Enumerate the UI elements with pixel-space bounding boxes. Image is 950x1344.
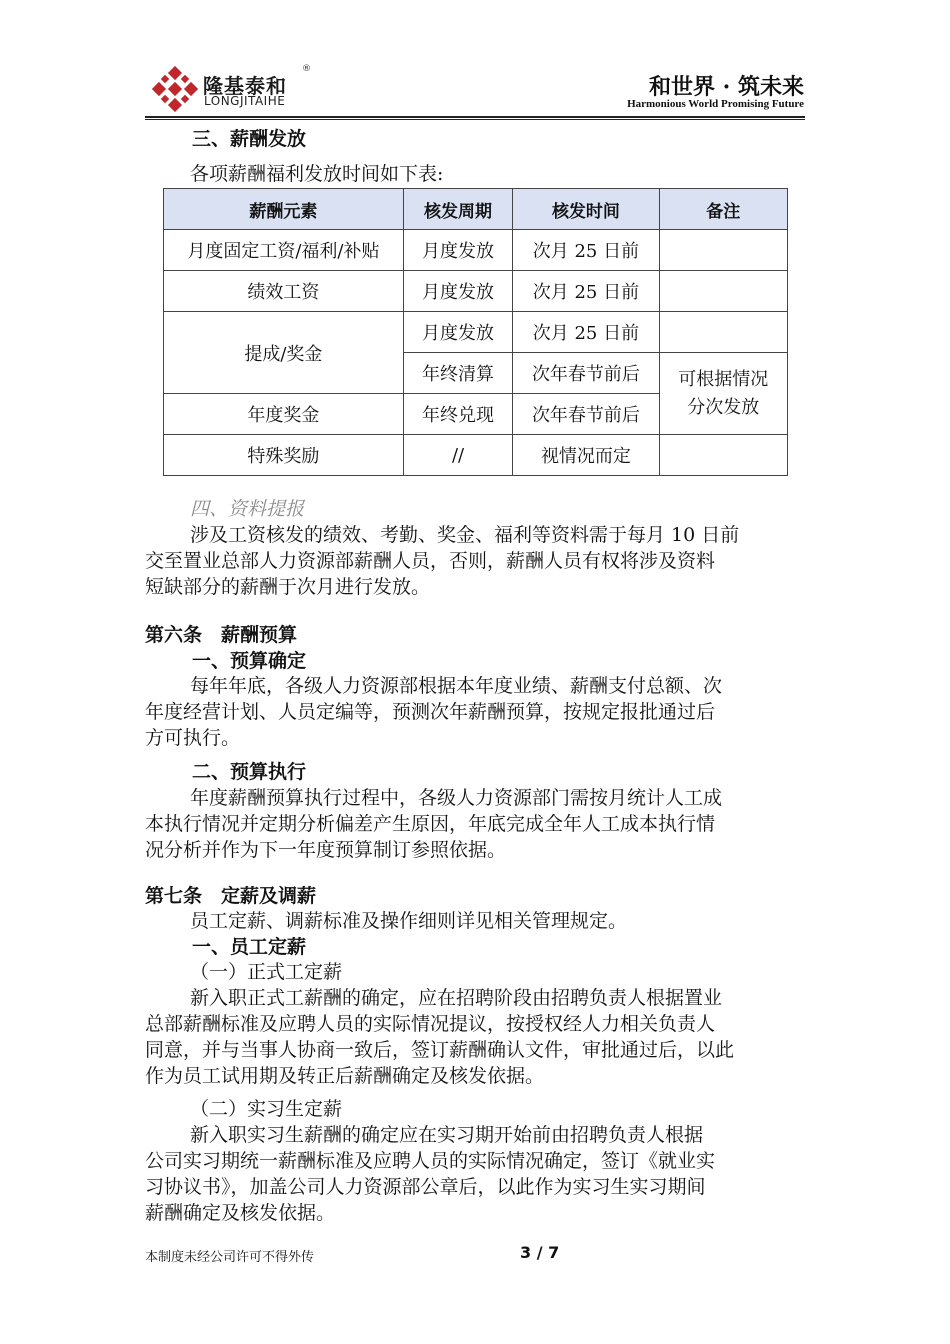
section-intro: 各项薪酬福利发放时间如下表: <box>190 163 444 185</box>
article-title: 第六条 薪酬预算 <box>145 624 298 646</box>
paragraph-line: 公司实习期统一薪酬标准及应聘人员的实际情况确定，签订《就业实 <box>145 1150 716 1172</box>
table-cell: 年终兑现 <box>403 394 512 435</box>
paragraph-line: 员工定薪、调薪标准及操作细则详见相关管理规定。 <box>190 910 628 932</box>
table-note-cell <box>659 353 787 435</box>
note-line: 分次发放 <box>687 396 760 418</box>
table-cell: 次年春节前后 <box>513 394 659 435</box>
paragraph-line: 新入职实习生薪酬的确定应在实习期开始前由招聘负责人根据 <box>190 1124 704 1146</box>
paragraph-line: 习协议书》，加盖公司人力资源部公章后，以此作为实习生实习期间 <box>145 1176 706 1198</box>
table-cell: 次月 25 日前 <box>513 271 659 312</box>
header-divider <box>145 116 805 118</box>
table-header-row <box>164 189 788 230</box>
sub-heading: 一、预算确定 <box>192 650 307 672</box>
paragraph-line: 涉及工资核发的绩效、考勤、奖金、福利等资料需于每月 10 日前 <box>190 524 740 546</box>
paragraph-line: 新入职正式工薪酬的确定，应在招聘阶段由招聘负责人根据置业 <box>190 987 723 1009</box>
table-header-cell: 核发时间 <box>513 189 659 230</box>
table-cell: // <box>403 435 512 476</box>
table-cell: 月度发放 <box>403 271 512 312</box>
item-heading: （一）正式工定薪 <box>190 961 343 983</box>
paragraph-line: 年度经营计划、人员定编等，预测次年薪酬预算，按规定报批通过后 <box>145 701 716 723</box>
table-row <box>164 271 788 312</box>
table-header-cell: 备注 <box>659 189 787 230</box>
paragraph-line: 总部薪酬标准及应聘人员的实际情况提议，按授权经人力相关负责人 <box>145 1013 716 1035</box>
table-header-cell: 薪酬元素 <box>164 189 404 230</box>
table-cell: 提成/奖金 <box>164 312 404 394</box>
table-cell: 次月 25 日前 <box>513 230 659 271</box>
paragraph-line: 方可执行。 <box>145 727 241 749</box>
article-title: 第七条 定薪及调薪 <box>145 885 317 907</box>
table-cell: 视情况而定 <box>513 435 659 476</box>
paragraph-line: 交至置业总部人力资源部薪酬人员，否则，薪酬人员有权将涉及资料 <box>145 550 716 572</box>
paragraph-line: 短缺部分的薪酬于次月进行发放。 <box>145 576 431 598</box>
table-cell <box>659 230 787 271</box>
table-cell: 年度奖金 <box>164 394 404 435</box>
table-cell: 特殊奖励 <box>164 435 404 476</box>
sub-heading: 二、预算执行 <box>192 761 307 783</box>
paragraph-line: 况分析并作为下一年度预算制订参照依据。 <box>145 839 507 861</box>
paragraph-line: 本执行情况并定期分析偏差产生原因，年底完成全年人工成本执行情 <box>145 813 716 835</box>
table-cell: 绩效工资 <box>164 271 404 312</box>
table-row <box>164 312 788 353</box>
company-logo-icon <box>152 66 198 112</box>
table-cell <box>659 312 787 353</box>
table-header-cell: 核发周期 <box>403 189 512 230</box>
paragraph-line: 每年年底，各级人力资源部根据本年度业绩、薪酬支付总额、次 <box>190 675 723 697</box>
paragraph-line: 同意，并与当事人协商一致后，签订薪酬确认文件，审批通过后，以此 <box>145 1039 735 1061</box>
item-heading: （二）实习生定薪 <box>190 1098 343 1120</box>
logo-chinese-name: 隆基泰和 <box>203 74 287 98</box>
slogan-english: Harmonious World Promising Future <box>627 98 804 110</box>
table-cell: 月度固定工资/福利/补贴 <box>164 230 404 271</box>
table-cell <box>659 435 787 476</box>
logo-english-name: LONGJITAIHE <box>204 94 286 108</box>
table-cell: 年终清算 <box>403 353 512 394</box>
table-cell: 次年春节前后 <box>513 353 659 394</box>
table-cell <box>659 271 787 312</box>
header-divider-thin <box>145 119 805 120</box>
section-heading: 四、资料提报 <box>190 498 305 520</box>
payment-schedule-table <box>163 188 788 476</box>
paragraph-line: 年度薪酬预算执行过程中，各级人力资源部门需按月统计人工成 <box>190 787 723 809</box>
page-number: 3 / 7 <box>520 1243 560 1262</box>
slogan-chinese: 和世界 · 筑未来 <box>649 74 804 100</box>
footer-confidential-note: 本制度未经公司许可不得外传 <box>145 1250 315 1265</box>
table-cell: 次月 25 日前 <box>513 312 659 353</box>
note-line: 可根据情况 <box>678 368 769 390</box>
table-row <box>164 435 788 476</box>
sub-heading: 一、员工定薪 <box>192 936 307 958</box>
paragraph-line: 薪酬确定及核发依据。 <box>145 1202 336 1224</box>
table-cell: 月度发放 <box>403 230 512 271</box>
section-heading: 三、薪酬发放 <box>192 128 307 150</box>
table-row <box>164 230 788 271</box>
table-cell: 月度发放 <box>403 312 512 353</box>
registered-mark: ® <box>302 64 311 74</box>
paragraph-line: 作为员工试用期及转正后薪酬确定及核发依据。 <box>145 1065 545 1087</box>
